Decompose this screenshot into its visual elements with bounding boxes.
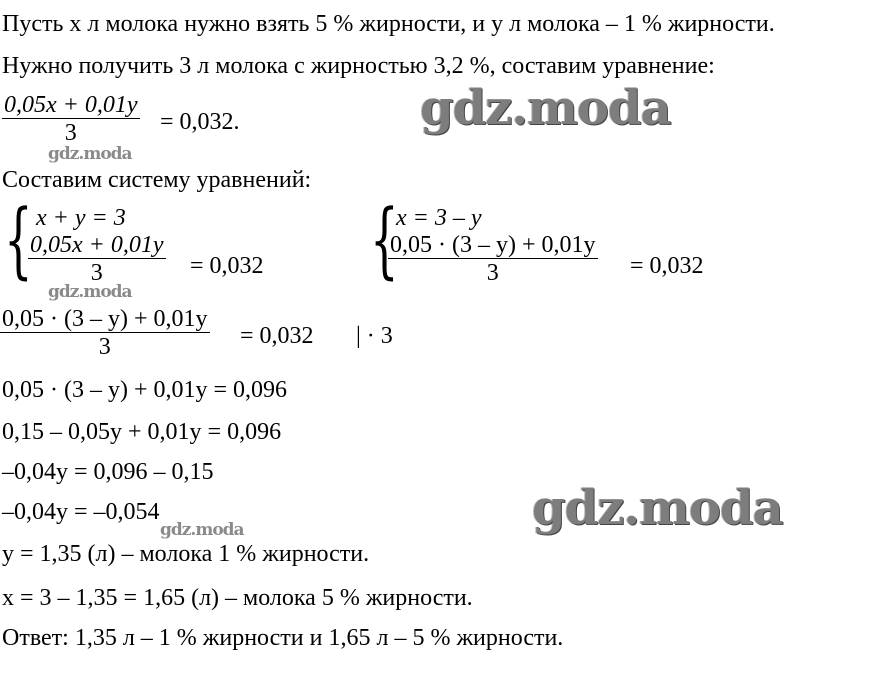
system-right-fraction <box>388 232 598 286</box>
system-heading: Составим систему уравнений: <box>2 167 312 193</box>
step-line: –0,04y = –0,054 <box>2 499 160 525</box>
equation-2-fraction <box>0 306 210 360</box>
system-left-denominator: 3 <box>28 258 166 286</box>
equation-1-rhs: = 0,032. <box>160 109 240 135</box>
system-right-row-1: x = 3 – y <box>396 205 482 231</box>
left-brace: { <box>4 193 33 288</box>
system-left-fraction <box>28 232 166 286</box>
step-line: y = 1,35 (л) – молока 1 % жирности. <box>2 541 370 567</box>
step-line: –0,04y = 0,096 – 0,15 <box>2 459 214 485</box>
equation-2-numerator: 0,05 · (3 – y) + 0,01y <box>2 306 208 332</box>
system-right-denominator: 3 <box>388 258 598 286</box>
intro-line-1: Пусть x л молока нужно взять 5 % жирности, и y л молока – 1 % жирности. <box>2 11 775 37</box>
watermark-logo: gdz.moda <box>160 520 244 540</box>
step-line: 0,05 · (3 – y) + 0,01y = 0,096 <box>2 377 288 403</box>
answer-line: Ответ: 1,35 л – 1 % жирности и 1,65 л – 5 % жирности. <box>2 625 564 651</box>
equation-2-rhs: = 0,032 <box>240 323 314 349</box>
system-right-numerator: 0,05 · (3 – y) + 0,01y <box>390 232 596 258</box>
equation-1-numerator: 0,05x + 0,01y <box>4 92 138 118</box>
watermark-logo: gdz.moda <box>48 144 132 164</box>
system-left-row-1: x + y = 3 <box>36 205 126 231</box>
equation-2-denominator: 3 <box>0 332 210 360</box>
equation-2-multiplier: | · 3 <box>356 323 393 349</box>
step-line: x = 3 – 1,35 = 1,65 (л) – молока 5 % жирности. <box>2 585 473 611</box>
watermark-logo: gdz.moda <box>420 80 671 136</box>
step-line: 0,15 – 0,05y + 0,01y = 0,096 <box>2 419 282 445</box>
system-right-rhs: = 0,032 <box>630 253 704 279</box>
equation-1-denominator: 3 <box>2 118 140 146</box>
watermark-logo: gdz.moda <box>48 282 132 302</box>
right-brace: { <box>370 193 399 288</box>
intro-line-2: Нужно получить 3 л молока с жирностью 3,2 %, составим уравнение: <box>2 53 715 79</box>
equation-1-fraction <box>2 92 140 146</box>
system-left-rhs: = 0,032 <box>190 253 264 279</box>
watermark-logo: gdz.moda <box>532 480 783 536</box>
system-left-numerator: 0,05x + 0,01y <box>30 232 164 258</box>
